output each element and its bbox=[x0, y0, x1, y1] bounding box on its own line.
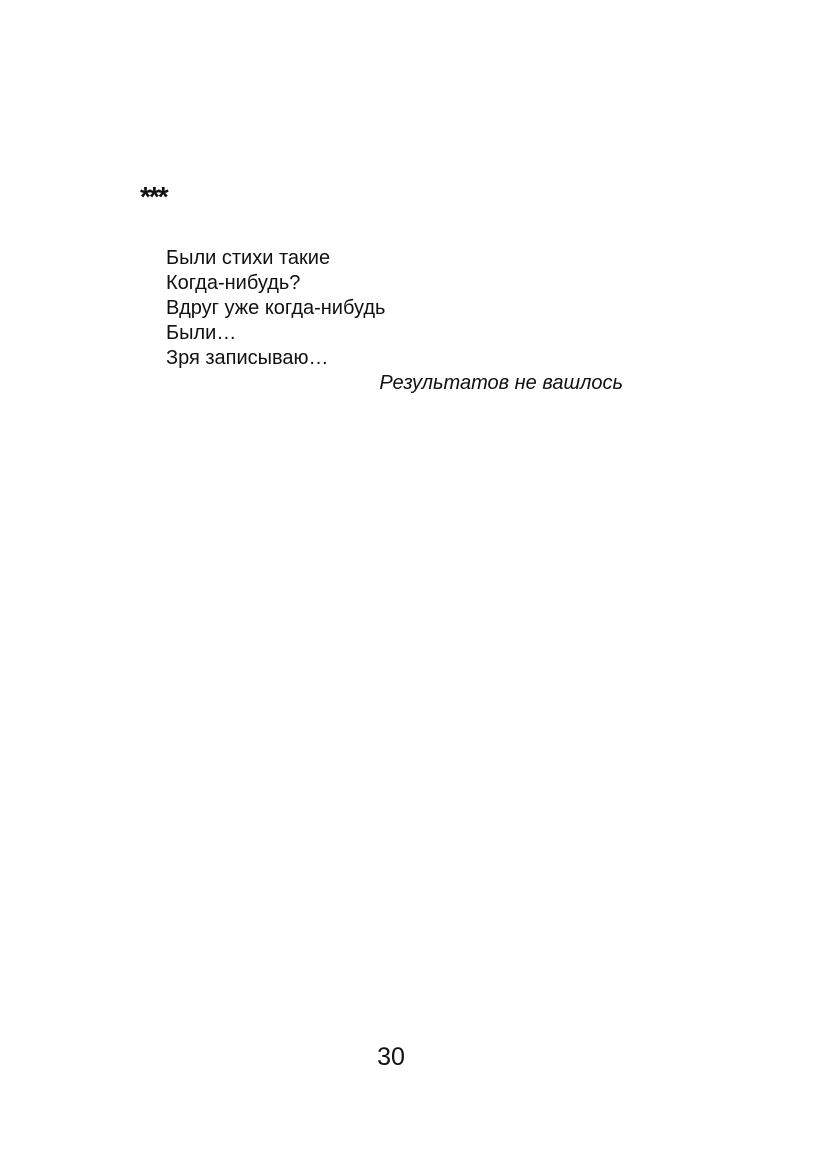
section-marker-asterisks: *** bbox=[140, 181, 167, 212]
page-number: 30 bbox=[377, 1043, 405, 1071]
poem-line: Были… bbox=[166, 322, 237, 344]
poem-block bbox=[166, 246, 623, 396]
poem-attribution: Результатов не вашлось bbox=[379, 372, 623, 394]
poem-line: Когда-нибудь? bbox=[166, 272, 301, 294]
poem-line: Были стихи такие bbox=[166, 247, 331, 269]
poem-line: Вдруг уже когда-нибудь bbox=[166, 297, 386, 319]
poem-line: Зря записываю… bbox=[166, 347, 329, 369]
